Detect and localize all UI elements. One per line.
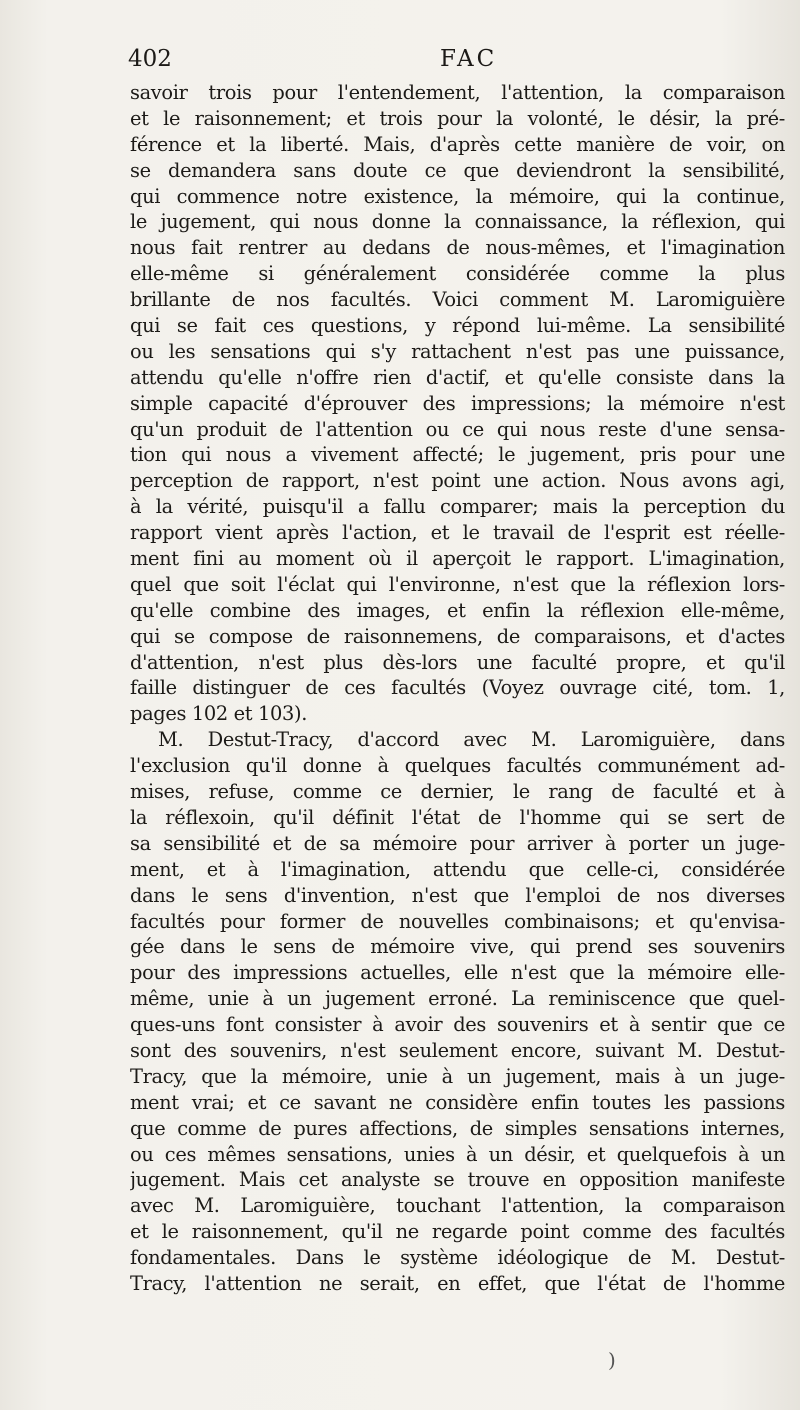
- page-number: 402: [128, 46, 172, 72]
- text-line: le jugement, qui nous donne la connaissance, la réflexion, qui: [130, 210, 785, 234]
- text-line: qu'elle combine des images, et enfin la réflexion elle-même,: [130, 598, 785, 622]
- text-line: pour des impressions actuelles, elle n'est que la mémoire elle-: [130, 961, 785, 985]
- text-line: nous fait rentrer au dedans de nous-mêmes, et l'imagination: [130, 236, 785, 260]
- text-line: ou ces mêmes sensations, unies à un désir, et quelquefois à un: [130, 1142, 785, 1166]
- text-line: la réflexoin, qu'il définit l'état de l'homme qui se sert de: [130, 805, 785, 829]
- text-line: qui se fait ces questions, y répond lui-même. La sensibilité: [130, 314, 785, 338]
- text-line: l'exclusion qu'il donne à quelques facultés communément ad-: [130, 754, 785, 778]
- running-head: FAC: [440, 46, 498, 72]
- text-line: faille distinguer de ces facultés (Voyez ouvrage cité, tom. 1,: [130, 676, 785, 700]
- text-line: mises, refuse, comme ce dernier, le rang de faculté et à: [130, 780, 785, 804]
- text-line: gée dans le sens de mémoire vive, qui prend ses souvenirs: [130, 935, 785, 959]
- text-line: rapport vient après l'action, et le travail de l'esprit est réelle-: [130, 521, 785, 545]
- text-line: se demandera sans doute ce que deviendront la sensibilité,: [130, 158, 785, 182]
- text-line: sa sensibilité et de sa mémoire pour arriver à porter un juge-: [130, 831, 785, 855]
- text-line: qui commence notre existence, la mémoire, qui la continue,: [130, 184, 785, 208]
- text-line: qu'un produit de l'attention ou ce qui nous reste d'une sensa-: [130, 417, 785, 441]
- text-line: que comme de pures affections, de simples sensations internes,: [130, 1116, 785, 1140]
- text-line: Tracy, l'attention ne serait, en effet, que l'état de l'homme: [130, 1271, 785, 1295]
- text-line: attendu qu'elle n'offre rien d'actif, et qu'elle consiste dans la: [130, 365, 785, 389]
- text-line: simple capacité d'éprouver des impressions; la mémoire n'est: [130, 391, 785, 415]
- text-line: pages 102 et 103).: [130, 702, 308, 726]
- text-line: fondamentales. Dans le système idéologique de M. Destut-: [130, 1246, 785, 1270]
- text-body: [130, 80, 785, 1297]
- text-line: qui se compose de raisonnemens, de comparaisons, et d'actes: [130, 624, 785, 648]
- text-line: dans le sens d'invention, n'est que l'emploi de nos diverses: [130, 883, 785, 907]
- text-line: brillante de nos facultés. Voici comment M. Laromiguière: [130, 288, 785, 312]
- text-line: jugement. Mais cet analyste se trouve en opposition manifeste: [130, 1168, 785, 1192]
- text-line: d'attention, n'est plus dès-lors une faculté propre, et qu'il: [130, 650, 785, 674]
- text-line: tion qui nous a vivement affecté; le jugement, pris pour une: [130, 443, 785, 467]
- page-header: [128, 46, 788, 82]
- text-line: et le raisonnement, qu'il ne regarde point comme des facultés: [130, 1220, 785, 1244]
- text-line: ques-uns font consister à avoir des souvenirs et à sentir que ce: [130, 1013, 785, 1037]
- text-line: facultés pour former de nouvelles combinaisons; et qu'envisa-: [130, 909, 785, 933]
- text-line: même, unie à un jugement erroné. La reminiscence que quel-: [130, 987, 785, 1011]
- text-line: Tracy, que la mémoire, unie à un jugement, mais à un juge-: [130, 1064, 785, 1088]
- footer-mark: ): [608, 1348, 616, 1372]
- text-line: elle-même si généralement considérée comme la plus: [130, 262, 785, 286]
- text-line: savoir trois pour l'entendement, l'attention, la comparaison: [130, 81, 785, 104]
- text-line: ou les sensations qui s'y rattachent n'est pas une puissance,: [130, 339, 785, 363]
- text-line: et le raisonnement; et trois pour la volonté, le désir, la pré-: [130, 106, 785, 130]
- text-line: avec M. Laromiguière, touchant l'attention, la comparaison: [130, 1194, 785, 1218]
- text-line: sont des souvenirs, n'est seulement encore, suivant M. Destut-: [130, 1038, 785, 1062]
- text-line: M. Destut-Tracy, d'accord avec M. Laromiguière, dans: [158, 728, 785, 752]
- text-line: ment vrai; et ce savant ne considère enfin toutes les passions: [130, 1090, 785, 1114]
- text-line: ment fini au moment où il aperçoit le rapport. L'imagination,: [130, 547, 785, 571]
- text-line: à la vérité, puisqu'il a fallu comparer; mais la perception du: [130, 495, 785, 519]
- text-line: perception de rapport, n'est point une action. Nous avons agi,: [130, 469, 785, 493]
- text-line: férence et la liberté. Mais, d'après cette manière de voir, on: [130, 132, 785, 156]
- text-line: quel que soit l'éclat qui l'environne, n'est que la réflexion lors-: [130, 572, 785, 596]
- text-line: ment, et à l'imagination, attendu que celle-ci, considérée: [130, 857, 785, 881]
